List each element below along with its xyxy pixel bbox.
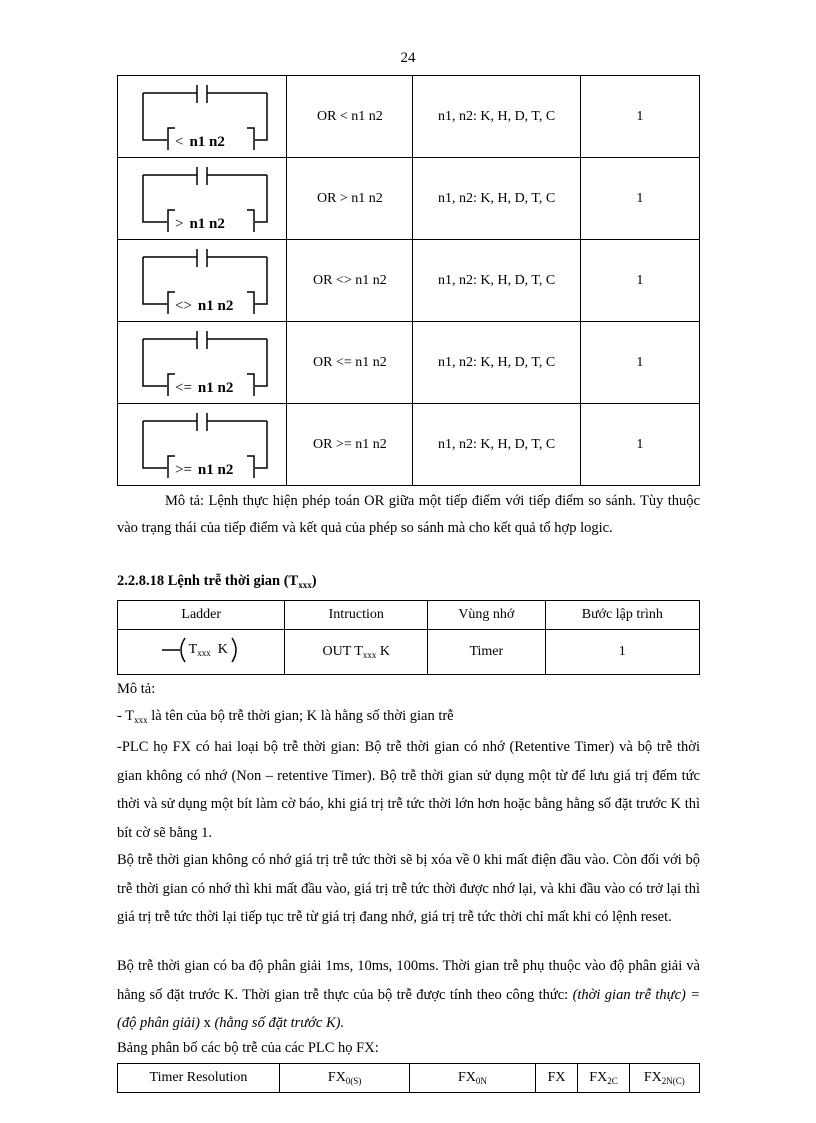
ladder-contact-icon xyxy=(127,84,277,150)
ladder-compare-args: n1 n2 xyxy=(189,215,226,232)
instruction: OR > n1 n2 xyxy=(287,158,413,240)
section-heading: 2.2.8.18 Lệnh trễ thời gian $(T_{xxx})$ xyxy=(117,573,317,590)
or-compare-row xyxy=(118,322,700,404)
or-compare-row xyxy=(118,240,700,322)
program-steps: 1 xyxy=(580,322,699,404)
ladder-compare-op: < xyxy=(175,133,184,150)
ladder-compare-op: <> xyxy=(175,297,193,314)
program-steps: 1 xyxy=(580,76,699,158)
ladder-compare-label xyxy=(175,380,233,396)
para-resolution: Bộ trễ thời gian có ba độ phân giải 1ms, 10ms, 100ms. Thời gian trễ phụ thuộc vào độ phân giải và hằng số đặt trước K. Thời gian trễ thực của bộ trễ được tính theo công thức: (thời gian trễ thực) = (độ phân giải) x (hằng số đặt trước K). xyxy=(117,958,700,1031)
ladder-contact-icon xyxy=(127,166,277,232)
ladder-diagram xyxy=(118,76,287,158)
program-steps: 1 xyxy=(580,158,699,240)
ladder-compare-label xyxy=(175,462,233,478)
instruction: OR <> n1 n2 xyxy=(287,240,413,322)
or-compare-row xyxy=(118,76,700,158)
page-number: 24 xyxy=(400,50,416,66)
instruction: OR <= n1 n2 xyxy=(287,322,413,404)
ladder-contact-icon xyxy=(127,330,277,396)
ladder-diagram xyxy=(118,240,287,322)
ladder-contact-icon xyxy=(127,412,277,478)
ladder-compare-op: >= xyxy=(175,461,193,478)
ladder-compare-label xyxy=(175,298,233,314)
instruction: OR < n1 n2 xyxy=(287,76,413,158)
ladder-compare-args: n1 n2 xyxy=(198,461,234,478)
coil-wire-icon xyxy=(162,637,186,663)
table-intro: Bảng phân bố các bộ trễ của các PLC họ FX: xyxy=(117,1040,379,1056)
ladder-diagram xyxy=(118,322,287,404)
operands: n1, n2: K, H, D, T, C xyxy=(413,76,580,158)
plc-model-header: $FX_{2N(C)}$ xyxy=(629,1064,699,1093)
timer-instruction: OUT $T_{xxx}$ K xyxy=(285,630,428,675)
or-description: Mô tả: Lệnh thực hiện phép toán OR giữa một tiếp điểm với tiếp điểm so sánh. Tùy thuộc vào trạng thái của tiếp điểm và kết quả của phép so sánh mà cho kết quả tổ hợp logic. xyxy=(117,493,700,536)
ladder-diagram xyxy=(118,404,287,486)
timer-ladder-label: $T_{xxx}$ K xyxy=(188,641,228,658)
para-timer-types: -PLC họ FX có hai loại bộ trễ thời gian: Bộ trễ thời gian có nhớ (Retentive Timer) và bộ trễ thời gian không có nhớ (Non – retentive Timer). Bộ trễ thời gian sử dụng một từ để lưu giá trị đếm tức thời và sử dụng một bít làm cờ báo, khi giá trị trễ tức thời lớn hơn hoặc bằng hằng số đặt trước K thì bít cờ sẽ bằng 1. xyxy=(117,739,700,841)
timer-header-steps: Bước lập trình xyxy=(545,601,699,630)
ladder-diagram xyxy=(118,158,287,240)
plc-model-header: $FX_{2C}$ xyxy=(578,1064,629,1093)
ladder-compare-op: > xyxy=(175,215,184,232)
or-compare-table xyxy=(117,75,700,486)
or-compare-row xyxy=(118,158,700,240)
ladder-compare-args: n1 n2 xyxy=(189,133,226,150)
resolution-header-label: Timer Resolution xyxy=(118,1064,280,1093)
ladder-compare-op: <= xyxy=(175,379,193,396)
timer-table xyxy=(117,600,700,675)
desc-label: Mô tả: xyxy=(117,681,156,697)
plc-model-header: FX xyxy=(535,1064,578,1093)
operands: n1, n2: K, H, D, T, C xyxy=(413,240,580,322)
timer-steps: 1 xyxy=(545,630,699,675)
timer-memory: Timer xyxy=(428,630,546,675)
plc-model-header: $FX_{0(S)}$ xyxy=(279,1064,409,1093)
instruction: OR >= n1 n2 xyxy=(287,404,413,486)
plc-model-header: $FX_{0N}$ xyxy=(410,1064,535,1093)
para-retentive: Bộ trễ thời gian không có nhớ giá trị trễ tức thời sẽ bị xóa về 0 khi mất điện đầu vào. Còn đối với bộ trễ thời gian có nhớ thì khi mất đầu vào, giá trị trễ tức thời được nhớ lại, và khi đầu vào có trở lại thì giá trị trễ tức thời lại tiếp tục trễ từ giá trị đang nhớ, giá trị trễ tức thời chỉ mất khi có lệnh reset. xyxy=(117,852,700,925)
timer-header-instruction: Intruction xyxy=(285,601,428,630)
ladder-compare-label xyxy=(175,216,225,232)
timer-header-memory: Vùng nhớ xyxy=(428,601,546,630)
ladder-compare-args: n1 n2 xyxy=(198,379,234,396)
operands: n1, n2: K, H, D, T, C xyxy=(413,158,580,240)
resolution-table xyxy=(117,1063,700,1093)
ladder-compare-args: n1 n2 xyxy=(198,297,234,314)
timer-ladder-cell xyxy=(118,630,285,675)
program-steps: 1 xyxy=(580,404,699,486)
or-compare-row xyxy=(118,404,700,486)
ladder-contact-icon xyxy=(127,248,277,314)
timer-header-ladder: Ladder xyxy=(118,601,285,630)
ladder-compare-label xyxy=(175,134,225,150)
program-steps: 1 xyxy=(580,240,699,322)
coil-close-icon xyxy=(231,637,241,663)
operands: n1, n2: K, H, D, T, C xyxy=(413,322,580,404)
desc-line1: - $T_{xxx}$ là tên của bộ trễ thời gian; K là hằng số thời gian trễ xyxy=(117,708,454,725)
operands: n1, n2: K, H, D, T, C xyxy=(413,404,580,486)
